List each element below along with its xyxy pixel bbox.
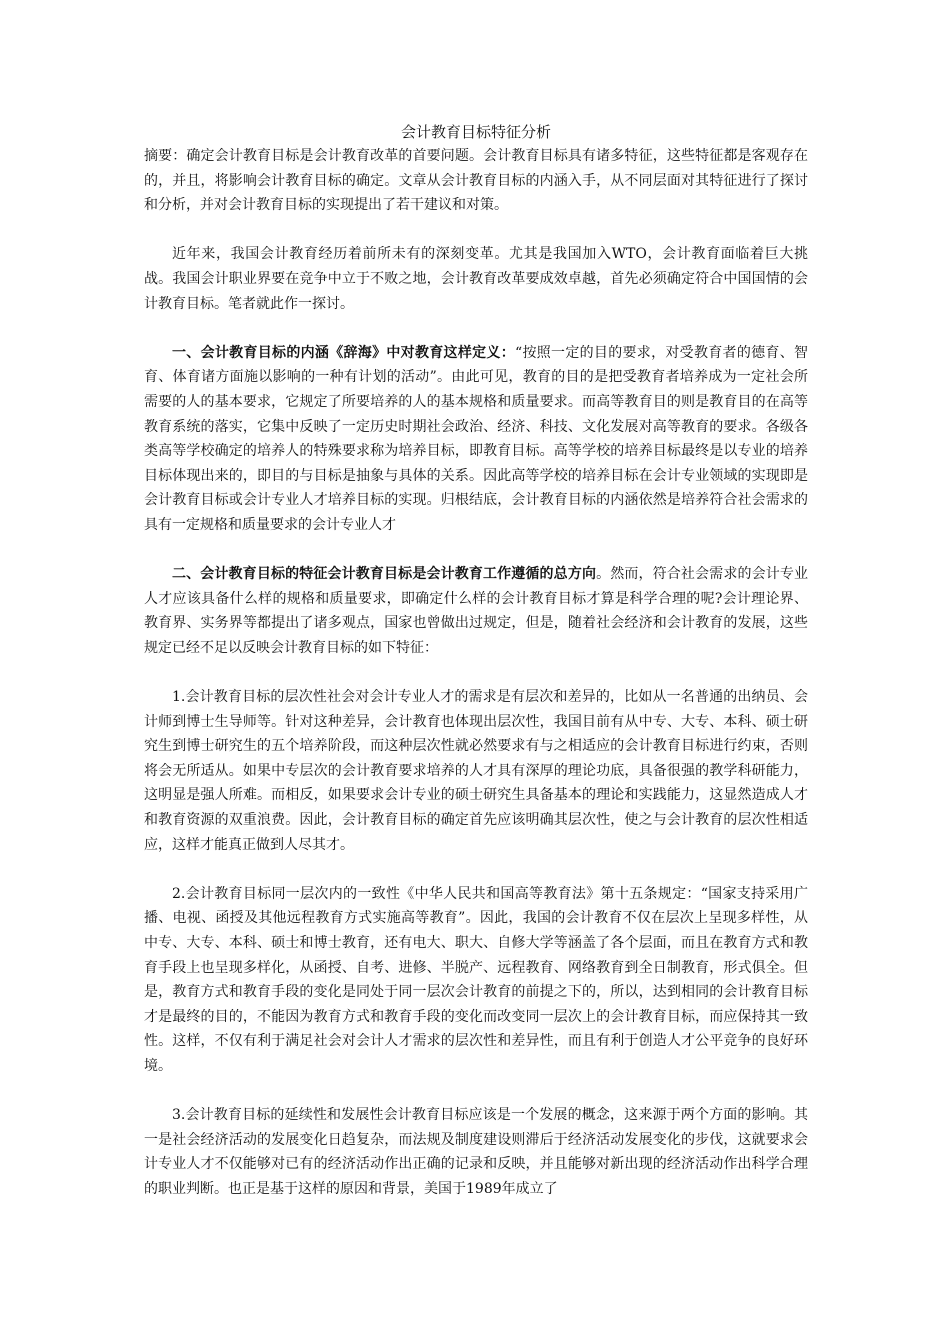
abstract-paragraph: 摘要：确定会计教育目标是会计教育改革的首要问题。会计教育目标具有诸多特征，这些特征都是客观存在的，并且，将影响会计教育目标的确定。文章从会计教育目标的内涵入手，从不同层面对其特征进行了探讨和分析，并对会计教育目标的实现提出了若干建议和对策。 — [144, 148, 808, 214]
paragraph-gap — [144, 660, 808, 685]
paragraph-gap — [144, 538, 808, 563]
section-1-paragraph — [144, 341, 808, 538]
paragraph-gap — [144, 316, 808, 341]
document-title: 会计教育目标特征分析 — [400, 123, 551, 141]
paragraph-gap — [144, 1079, 808, 1104]
point-2-paragraph: 2.会计教育目标同一层次内的一致性《中华人民共和国高等教育法》第十五条规定：“国家支持采用广播、电视、函授及其他远程教育方式实施高等教育”。因此，我国的会计教育不仅在层次上呈现多样性，从中专、大专、本科、硕士和博士教育，还有电大、职大、自修大学等涵盖了各个层面，而且在教育方式和教育手段上也呈现多样化，从函授、自考、进修、半脱产、远程教育、网络教育到全日制教育，形式俱全。但是，教育方式和教育手段的变化是同处于同一层次会计教育的前提之下的，所以，达到相同的会计教育目标才是最终的目的，不能因为教育方式和教育手段的变化而改变同一层次上的会计教育目标，而应保持其一致性。这样，不仅有利于满足社会对会计人才需求的层次性和差异性，而且有利于创造人才公平竞争的良好环境。 — [144, 885, 808, 1074]
paragraph-gap — [144, 857, 808, 882]
point-3-paragraph: 3.会计教育目标的延续性和发展性会计教育目标应该是一个发展的概念，这来源于两个方面的影响。其一是社会经济活动的发展变化日趋复杂，而法规及制度建设则滞后于经济活动发展变化的步伐，这就要求会计专业人才不仅能够对已有的经济活动作出正确的记录和反映，并且能够对新出现的经济活动作出科学合理的职业判断。也正是基于这样的原因和背景，美国于1989年成立了 — [144, 1107, 808, 1197]
section-1-heading: 一、会计教育目标的内涵《辞海》中对教育这样定义： — [172, 344, 516, 361]
point-1-paragraph: 1.会计教育目标的层次性社会对会计专业人才的需求是有层次和差异的，比如从一名普通的出纳员、会计师到博士生导师等。针对这种差异，会计教育也体现出层次性，我国目前有从中专、大专、本科、硕士研究生到博士研究生的五个培养阶段，而这种层次性就必然要求有与之相适应的会计教育目标进行约束，否则将会无所适从。如果中专层次的会计教育要求培养的人才具有深厚的理论功底，具备很强的教学科研能力，这明显是强人所难。而相反，如果要求会计专业的硕士研究生具备基本的理论和实践能力，这显然造成人才和教育资源的双重浪费。因此，会计教育目标的确定首先应该明确其层次性，使之与会计教育的层次性相适应，这样才能真正做到人尽其才。 — [144, 689, 808, 853]
section-2-paragraph — [144, 562, 808, 660]
section-2-heading: 二、会计教育目标的特征会计教育目标是会计教育工作遵循的总方向 — [172, 566, 597, 583]
section-1-body: “按照一定的目的要求，对受教育者的德育、智育、体育诸方面施以影响的一种有计划的活动”。由此可见，教育的目的是把受教育者培养成为一定社会所需要的人的基本要求，它规定了所要培养的人的基本规格和质量要求。而高等教育目的则是教育目的在高等教育系统的落实，它集中反映了一定历史时期社会政治、经济、科技、文化发展对高等教育的要求。各级各类高等学校确定的培养人的特殊要求称为培养目标，即教育目标。高等学校的培养目标最终是以专业的培养目标体现出来的，即目的与目标是抽象与具体的关系。因此高等学校的培养目标在会计专业领域的实现即是会计教育目标或会计专业人才培养目标的实现。归根结底，会计教育目标的内涵依然是培养符合社会需求的具有一定规格和质量要求的会计专业人才 — [144, 344, 809, 533]
paragraph-gap — [144, 218, 808, 243]
intro-paragraph: 近年来，我国会计教育经历着前所未有的深刻变革。尤其是我国加入WTO，会计教育面临着巨大挑战。我国会计职业界要在竞争中立于不败之地，会计教育改革要成效卓越，首先必须确定符合中国国情的会计教育目标。笔者就此作一探讨。 — [144, 246, 808, 312]
document-page — [144, 120, 808, 1202]
section-2-body: 。然而，符合社会需求的会计专业人才应该具备什么样的规格和质量要求，即确定什么样的会计教育目标才算是科学合理的呢?会计理论界、教育界、实务界等都提出了诸多观点，国家也曾做出过规定，但是，随着社会经济和会计教育的发展，这些规定已经不足以反映会计教育目标的如下特征： — [144, 566, 809, 656]
